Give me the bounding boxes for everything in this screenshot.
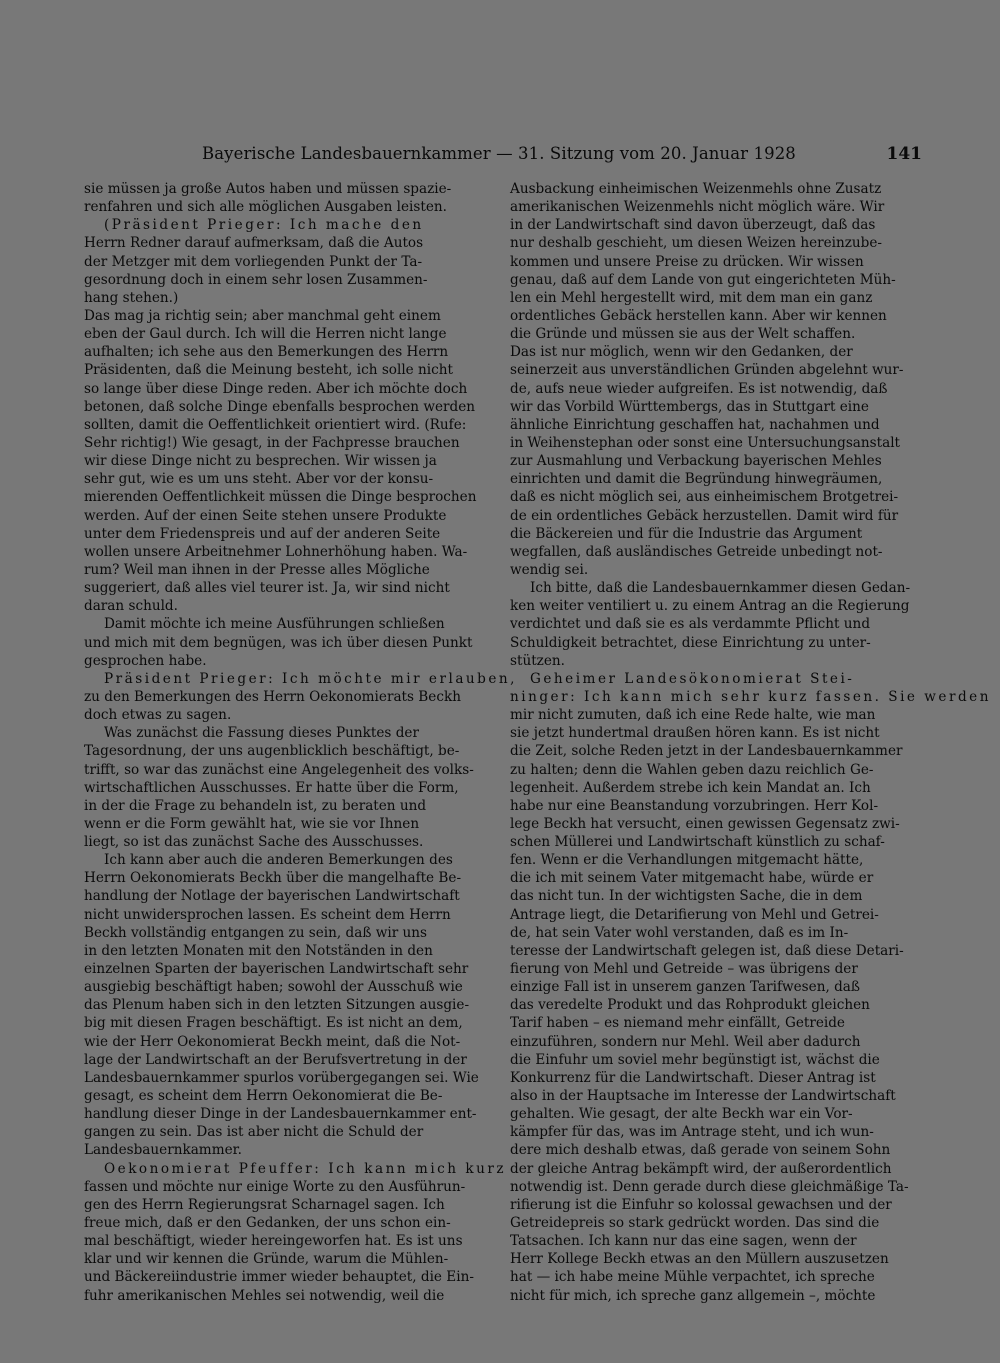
text-line: die Bäckereien und für die Industrie das Argument xyxy=(510,525,863,542)
text-line: ken weiter ventiliert u. zu einem Antrag an die Regierung xyxy=(510,598,910,615)
text-line: schen Müllerei und Landwirtschaft künstlich zu schaf- xyxy=(510,834,885,851)
text-line: habe nur eine Beanstandung vorzubringen. Herr Kol- xyxy=(510,797,879,814)
right-text-column xyxy=(510,180,991,1305)
text-line: notwendig ist. Denn gerade durch diese gleichmäßige Ta- xyxy=(510,1178,909,1195)
text-line: daß es nicht möglich sei, aus einheimischem Brotgetrei- xyxy=(510,489,899,506)
text-line: gehalten. Wie gesagt, der alte Beckh war ein Vor- xyxy=(510,1106,853,1123)
text-line: wollen unsere Arbeitnehmer Lohnerhöhung haben. Wa- xyxy=(84,543,468,560)
text-line: Herrn Oekonomierats Beckh über die mangelhafte Be- xyxy=(84,870,462,887)
text-line: seinerzeit aus unverständlichen Gründen abgelehnt wur- xyxy=(510,362,904,379)
text-line: wir das Vorbild Württembergs, das in Stuttgart eine xyxy=(510,398,869,415)
text-line: sollten, damit die Oeffentlichkeit orientiert wird. (Rufe: xyxy=(84,416,467,433)
text-line: Herrn Redner darauf aufmerksam, daß die Autos xyxy=(84,235,424,252)
text-line: wendig sei. xyxy=(510,561,589,578)
text-line: handlung dieser Dinge in der Landesbauernkammer ent- xyxy=(84,1106,477,1123)
text-line: und Bäckereiindustrie immer wieder behauptet, die Ein- xyxy=(84,1269,474,1286)
text-line: Damit möchte ich meine Ausführungen schließen xyxy=(104,616,445,633)
text-line: lage der Landwirtschaft an der Berufsvertretung in der xyxy=(84,1051,467,1068)
text-line: liegt, so ist das zunächst Sache des Ausschusses. xyxy=(84,834,424,851)
text-line: sie müssen ja große Autos haben und müssen spazie- xyxy=(84,181,452,197)
text-line: de, hat sein Vater wohl verstanden, daß es im In- xyxy=(510,924,849,941)
text-line: wegfallen, daß ausländisches Getreide unbedingt not- xyxy=(510,543,883,560)
text-line: wirtschaftlichen Ausschusses. Er hatte über die Form, xyxy=(84,779,459,796)
text-line: hat — ich habe meine Mühle verpachtet, ich spreche xyxy=(510,1269,875,1286)
text-line: zur Ausmahlung und Verbackung bayerischen Mehles xyxy=(510,453,882,470)
text-line: len ein Mehl hergestellt wird, mit dem man ein ganz xyxy=(510,289,873,306)
text-line: wie der Herr Oekonomierat Beckh meint, daß die Not- xyxy=(84,1033,461,1050)
text-line: fuhr amerikanischen Mehles sei notwendig, weil die xyxy=(84,1287,445,1304)
page-header xyxy=(84,144,922,170)
text-line: legenheit. Außerdem strebe ich kein Mandat an. Ich xyxy=(510,779,871,796)
text-line: die Zeit, solche Reden jetzt in der Landesbauernkammer xyxy=(510,743,903,760)
text-line: in Weihenstephan oder sonst eine Untersuchungsanstalt xyxy=(510,434,901,451)
text-line: sehr gut, wie es um uns steht. Aber vor der konsu- xyxy=(84,471,434,488)
text-line: mal beschäftigt, wieder hereingeworfen hat. Es ist uns xyxy=(84,1233,463,1250)
text-line: die ich mit seinem Vater mitgemacht habe, würde er xyxy=(510,870,874,887)
text-line: hang stehen.) xyxy=(84,289,179,306)
text-line: mir nicht zumuten, daß ich eine Rede halte, wie man xyxy=(510,707,876,724)
text-line: Sehr richtig!) Wie gesagt, in der Fachpresse brauchen xyxy=(84,434,460,451)
text-line: in der Landwirtschaft sind davon überzeugt, daß das xyxy=(510,217,876,234)
text-line: Ausbackung einheimischen Weizenmehls ohne Zusatz xyxy=(510,181,882,197)
text-line: gen des Herrn Regierungsrat Scharnagel sagen. Ich xyxy=(84,1196,445,1213)
text-line: stützen. xyxy=(510,652,565,669)
text-line: gangen zu sein. Das ist aber nicht die Schuld der xyxy=(84,1124,424,1141)
text-line: zu den Bemerkungen des Herrn Oekonomierats Beckh xyxy=(84,688,461,705)
text-line: nicht für mich, ich spreche ganz allgemein –, möchte xyxy=(510,1287,876,1304)
text-line: einrichten und damit die Begründung hinwegräumen, xyxy=(510,471,883,488)
left-text-column xyxy=(84,180,518,1305)
text-line: und mich mit dem begnügen, was ich über diesen Punkt xyxy=(84,634,473,651)
text-line: Landesbauernkammer. xyxy=(84,1142,242,1159)
text-line: Oekonomierat Pfeuffer: Ich kann mich kurz xyxy=(104,1160,507,1177)
text-line: der Metzger mit dem vorliegenden Punkt der Ta- xyxy=(84,253,423,270)
text-line: dere mich deshalb etwas, daß gerade von seinem Sohn xyxy=(510,1142,891,1159)
text-line: ähnliche Einrichtung geschaffen hat, nachahmen und xyxy=(510,416,880,433)
text-line: kämpfer für das, was im Antrage steht, und ich wun- xyxy=(510,1124,874,1141)
text-line: das nicht tun. In der wichtigsten Sache, die in dem xyxy=(510,888,863,905)
text-line: betonen, daß solche Dinge ebenfalls besprochen werden xyxy=(84,398,476,415)
page-number: 141 xyxy=(886,144,922,164)
text-line: fierung von Mehl und Getreide – was übrigens der xyxy=(510,961,858,978)
text-line: verdichtet und daß sie es als verdammte Pflicht und xyxy=(510,616,871,633)
text-line: Das mag ja richtig sein; aber manchmal geht einem xyxy=(84,307,441,324)
text-line: fassen und möchte nur einige Worte zu den Ausführun- xyxy=(84,1178,466,1195)
text-line: amerikanischen Weizenmehls nicht möglich wäre. Wir xyxy=(510,199,885,216)
text-line: einzuführen, sondern nur Mehl. Weil aber dadurch xyxy=(510,1033,861,1050)
text-line: Herr Kollege Beckh etwas an den Müllern auszusetzen xyxy=(510,1251,889,1268)
text-line: mierenden Oeffentlichkeit müssen die Dinge besprochen xyxy=(84,489,477,506)
text-line: handlung der Notlage der bayerischen Landwirtschaft xyxy=(84,888,460,905)
text-line: eben der Gaul durch. Ich will die Herren nicht lange xyxy=(84,326,447,343)
text-line: Das ist nur möglich, wenn wir den Gedanken, der xyxy=(510,344,853,361)
text-line: suggeriert, daß alles viel teurer ist. Ja, wir sind nicht xyxy=(84,580,450,597)
text-line: daran schuld. xyxy=(84,598,178,615)
text-line: nicht unwidersprochen lassen. Es scheint dem Herrn xyxy=(84,906,451,923)
text-line: freue mich, daß er den Gedanken, der uns schon ein- xyxy=(84,1215,451,1232)
text-line: zu halten; denn die Wahlen geben dazu reichlich Ge- xyxy=(510,761,874,778)
text-line: trifft, so war das zunächst eine Angelegenheit des volks- xyxy=(84,761,474,778)
text-line: die Gründe und müssen sie aus der Welt schaffen. xyxy=(510,326,856,343)
text-line: Konkurrenz für die Landwirtschaft. Dieser Antrag ist xyxy=(510,1069,876,1086)
text-line: teresse der Landwirtschaft gelegen ist, daß diese Detari- xyxy=(510,942,904,959)
text-line: doch etwas zu sagen. xyxy=(84,707,232,724)
text-line: Präsidenten, daß die Meinung besteht, ich solle nicht xyxy=(84,362,453,379)
text-line: de ein ordentliches Gebäck herzustellen. Damit wird für xyxy=(510,507,899,524)
text-line: das Plenum haben sich in den letzten Sitzungen ausgie- xyxy=(84,997,470,1014)
text-line: Tatsachen. Ich kann nur das eine sagen, wenn der xyxy=(510,1233,857,1250)
text-line: in der die Frage zu behandeln ist, zu beraten und xyxy=(84,797,427,814)
text-line: also in der Hauptsache im Interesse der Landwirtschaft xyxy=(510,1088,896,1105)
text-line: Präsident Prieger: Ich möchte mir erlauben, xyxy=(104,670,518,687)
text-line: Antrage liegt, die Detarifierung von Mehl und Getrei- xyxy=(510,906,879,923)
text-line: (Präsident Prieger: Ich mache den xyxy=(104,217,424,234)
text-line: Landesbauernkammer spurlos vorübergegangen sei. Wie xyxy=(84,1069,479,1086)
text-line: einzige Fall ist in unserem ganzen Tarifwesen, daß xyxy=(510,979,860,996)
text-line: renfahren und sich alle möglichen Ausgaben leisten. xyxy=(84,199,447,216)
text-line: fen. Wenn er die Verhandlungen mitgemacht hätte, xyxy=(510,852,864,869)
text-line: nur deshalb geschieht, um diesen Weizen hereinzube- xyxy=(510,235,883,252)
text-line: Schuldigkeit betrachtet, diese Einrichtung zu unter- xyxy=(510,634,871,651)
text-line: wir diese Dinge nicht zu besprechen. Wir wissen ja xyxy=(84,453,437,470)
text-line: Beckh vollständig entgangen zu sein, daß wir uns xyxy=(84,924,428,941)
text-line: sie jetzt hundertmal draußen hören kann. Es ist nicht xyxy=(510,725,880,742)
text-line: aufhalten; ich sehe aus den Bemerkungen des Herrn xyxy=(84,344,449,361)
text-line: werden. Auf der einen Seite stehen unsere Produkte xyxy=(84,507,447,524)
text-line: ninger: Ich kann mich sehr kurz fassen. Sie werden xyxy=(510,688,991,705)
text-line: Ich bitte, daß die Landesbauernkammer diesen Gedan- xyxy=(530,580,911,597)
text-line: lege Beckh hat versucht, einen gewissen Gegensatz zwi- xyxy=(510,815,900,832)
text-line: big mit diesen Fragen beschäftigt. Es ist nicht an dem, xyxy=(84,1015,463,1032)
text-line: gesprochen habe. xyxy=(84,652,207,669)
text-line: so lange über diese Dinge reden. Aber ich möchte doch xyxy=(84,380,468,397)
text-line: das veredelte Produkt und das Rohprodukt gleichen xyxy=(510,997,870,1014)
text-line: Was zunächst die Fassung dieses Punktes der xyxy=(104,725,419,742)
text-line: kommen und unsere Preise zu drücken. Wir wissen xyxy=(510,253,864,270)
text-line: rifierung ist die Einfuhr so kolossal gewachsen und der xyxy=(510,1196,892,1213)
text-line: ausgiebig beschäftigt haben; sowohl der Ausschuß wie xyxy=(84,979,463,996)
text-line: der gleiche Antrag bekämpft wird, der außerordentlich xyxy=(510,1160,892,1177)
text-line: ordentliches Gebäck herstellen kann. Aber wir kennen xyxy=(510,307,887,324)
text-line: gesagt, es scheint dem Herrn Oekonomierat die Be- xyxy=(84,1088,443,1105)
text-line: gesordnung doch in einem sehr losen Zusammen- xyxy=(84,271,428,288)
text-line: Ich kann aber auch die anderen Bemerkungen des xyxy=(104,852,453,869)
text-line: wenn er die Form gewählt hat, wie sie vor Ihnen xyxy=(84,815,420,832)
text-line: Tarif haben – es niemand mehr einfällt, Getreide xyxy=(510,1015,845,1032)
text-line: genau, daß auf dem Lande von gut eingerichteten Müh- xyxy=(510,271,896,288)
text-line: klar und wir kennen die Gründe, warum die Mühlen- xyxy=(84,1251,449,1268)
text-line: in den letzten Monaten mit den Notständen in den xyxy=(84,942,433,959)
text-line: Getreidepreis so stark gedrückt worden. Das sind die xyxy=(510,1215,880,1232)
text-line: einzelnen Sparten der bayerischen Landwirtschaft sehr xyxy=(84,961,469,978)
running-title: Bayerische Landesbauernkammer — 31. Sitzung vom 20. Januar 1928 xyxy=(202,144,796,163)
text-line: rum? Weil man ihnen in der Presse alles Mögliche xyxy=(84,561,430,578)
text-line: Geheimer Landesökonomierat Stei- xyxy=(530,670,855,687)
text-line: unter dem Friedenspreis und auf der anderen Seite xyxy=(84,525,441,542)
text-line: Tagesordnung, der uns augenblicklich beschäftigt, be- xyxy=(84,743,460,760)
text-line: die Einfuhr um soviel mehr begünstigt ist, wächst die xyxy=(510,1051,880,1068)
text-line: de, aufs neue wieder aufgreifen. Es ist notwendig, daß xyxy=(510,380,888,397)
